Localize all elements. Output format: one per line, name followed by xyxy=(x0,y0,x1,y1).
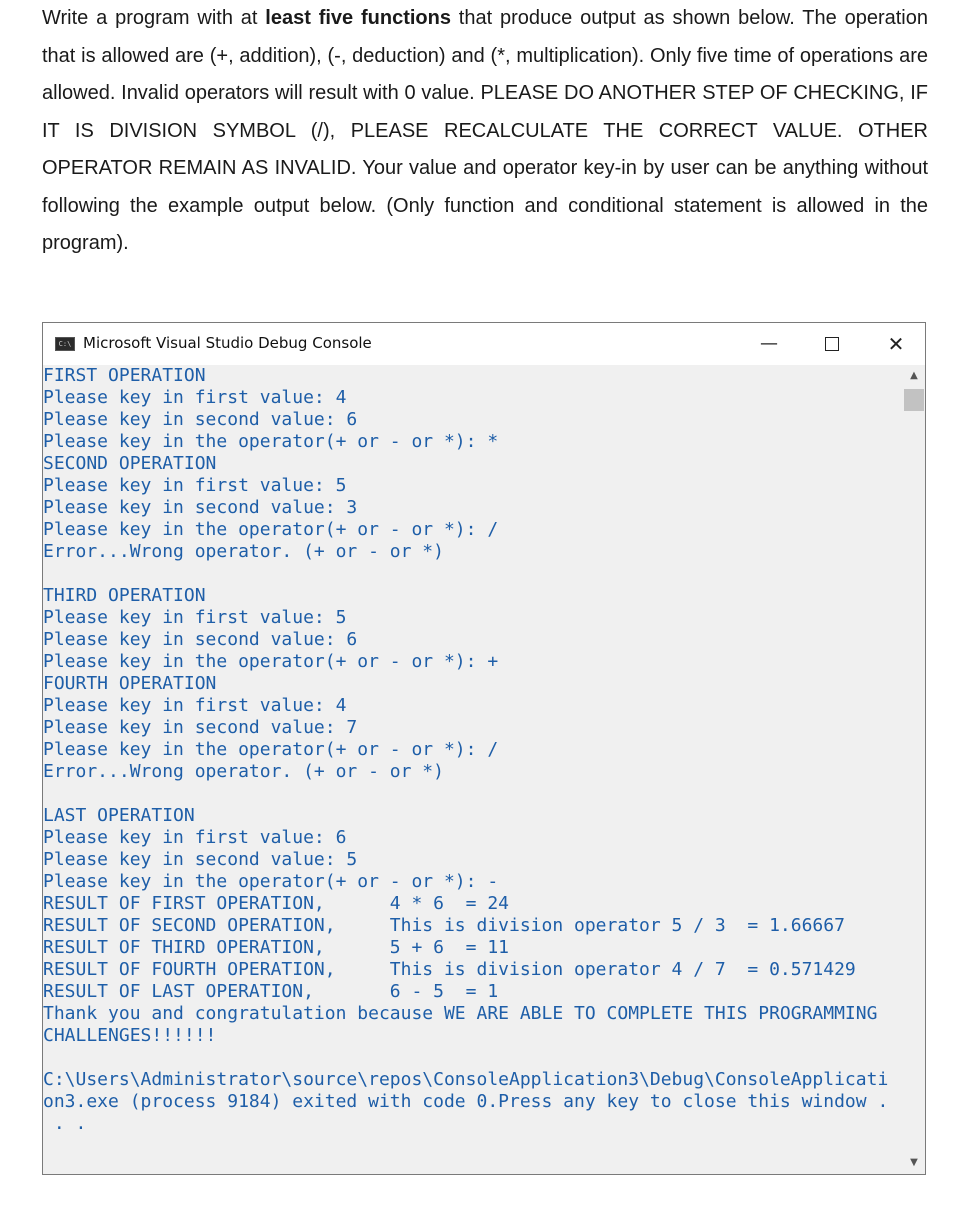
scroll-down-icon: ▼ xyxy=(910,1157,918,1168)
title-bar[interactable] xyxy=(43,323,925,365)
minimize-icon: — xyxy=(760,333,778,354)
scroll-up-button[interactable] xyxy=(903,367,925,385)
console-line: C:\Users\Administrator\source\repos\ConsoleApplication3\Debug\ConsoleApplicati xyxy=(43,1069,889,1090)
console-line: Please key in second value: 6 xyxy=(43,629,358,650)
console-line: Please key in the operator(+ or - or *): + xyxy=(43,651,499,672)
console-line: SECOND OPERATION xyxy=(43,453,217,474)
question-emphasis: least five functions xyxy=(265,7,451,29)
console-line: Please key in first value: 5 xyxy=(43,607,347,628)
console-line: Please key in first value: 5 xyxy=(43,475,347,496)
console-line: Please key in second value: 5 xyxy=(43,849,358,870)
close-button[interactable] xyxy=(873,329,919,359)
console-line: CHALLENGES!!!!!! xyxy=(43,1025,217,1046)
console-line: Please key in the operator(+ or - or *): - xyxy=(43,871,499,892)
console-line: Error...Wrong operator. (+ or - or *) xyxy=(43,541,444,562)
console-line: Please key in the operator(+ or - or *): / xyxy=(43,519,499,540)
console-line: RESULT OF SECOND OPERATION, This is division operator 5 / 3 = 1.66667 xyxy=(43,915,845,936)
scroll-up-icon: ▲ xyxy=(910,370,918,381)
console-line: Please key in first value: 4 xyxy=(43,387,347,408)
console-line: Please key in first value: 4 xyxy=(43,695,347,716)
console-line: LAST OPERATION xyxy=(43,805,195,826)
console-line: Error...Wrong operator. (+ or - or *) xyxy=(43,761,444,782)
console-line: Please key in second value: 6 xyxy=(43,409,358,430)
console-line: RESULT OF FOURTH OPERATION, This is division operator 4 / 7 = 0.571429 xyxy=(43,959,856,980)
console-output[interactable] xyxy=(43,365,903,1174)
minimize-button[interactable] xyxy=(746,329,792,359)
console-line: Please key in the operator(+ or - or *): * xyxy=(43,431,499,452)
question-text xyxy=(42,0,928,263)
question-part-2: that produce output as shown below. The operation that is allowed are (+, addition), (-, deduction) and (*, multiplication). Only five time of operations are allowed. Invalid operators will result with 0 value. PLEASE DO ANOTHER STEP OF CHECKING, IF IT IS DIVISION SYMBOL (/), PLEASE RECALCULATE THE CORRECT VALUE. OTHER OPERATOR REMAIN AS INVALID. Your value and operator key-in by user can be anything without following the example output below. (Only function and conditional statement is allowed in the program). xyxy=(42,7,928,254)
window-title: Microsoft Visual Studio Debug Console xyxy=(83,334,372,352)
console-line: Please key in first value: 6 xyxy=(43,827,347,848)
console-lines xyxy=(43,365,903,1135)
debug-console-window xyxy=(42,322,926,1175)
console-line: THIRD OPERATION xyxy=(43,585,206,606)
console-line xyxy=(43,563,903,585)
console-line: RESULT OF FIRST OPERATION, 4 * 6 = 24 xyxy=(43,893,509,914)
maximize-button[interactable] xyxy=(809,329,855,359)
close-icon: ✕ xyxy=(887,332,905,356)
scroll-down-button[interactable] xyxy=(903,1154,925,1172)
scroll-thumb[interactable] xyxy=(904,389,924,411)
console-line: . . xyxy=(43,1113,87,1134)
console-line: FOURTH OPERATION xyxy=(43,673,217,694)
console-line: FIRST OPERATION xyxy=(43,365,206,386)
vertical-scrollbar[interactable] xyxy=(903,365,925,1174)
console-line: Please key in the operator(+ or - or *): / xyxy=(43,739,499,760)
console-line xyxy=(43,783,903,805)
console-line: Please key in second value: 3 xyxy=(43,497,358,518)
console-line: Thank you and congratulation because WE ARE ABLE TO COMPLETE THIS PROGRAMMING xyxy=(43,1003,878,1024)
console-line: RESULT OF LAST OPERATION, 6 - 5 = 1 xyxy=(43,981,499,1002)
console-line: Please key in second value: 7 xyxy=(43,717,358,738)
maximize-icon xyxy=(825,337,839,351)
console-line: on3.exe (process 9184) exited with code 0.Press any key to close this window . xyxy=(43,1091,889,1112)
question-part-1: Write a program with at xyxy=(42,7,266,29)
console-line xyxy=(43,1047,903,1069)
console-app-icon: C:\ xyxy=(55,337,75,351)
console-line: RESULT OF THIRD OPERATION, 5 + 6 = 11 xyxy=(43,937,509,958)
